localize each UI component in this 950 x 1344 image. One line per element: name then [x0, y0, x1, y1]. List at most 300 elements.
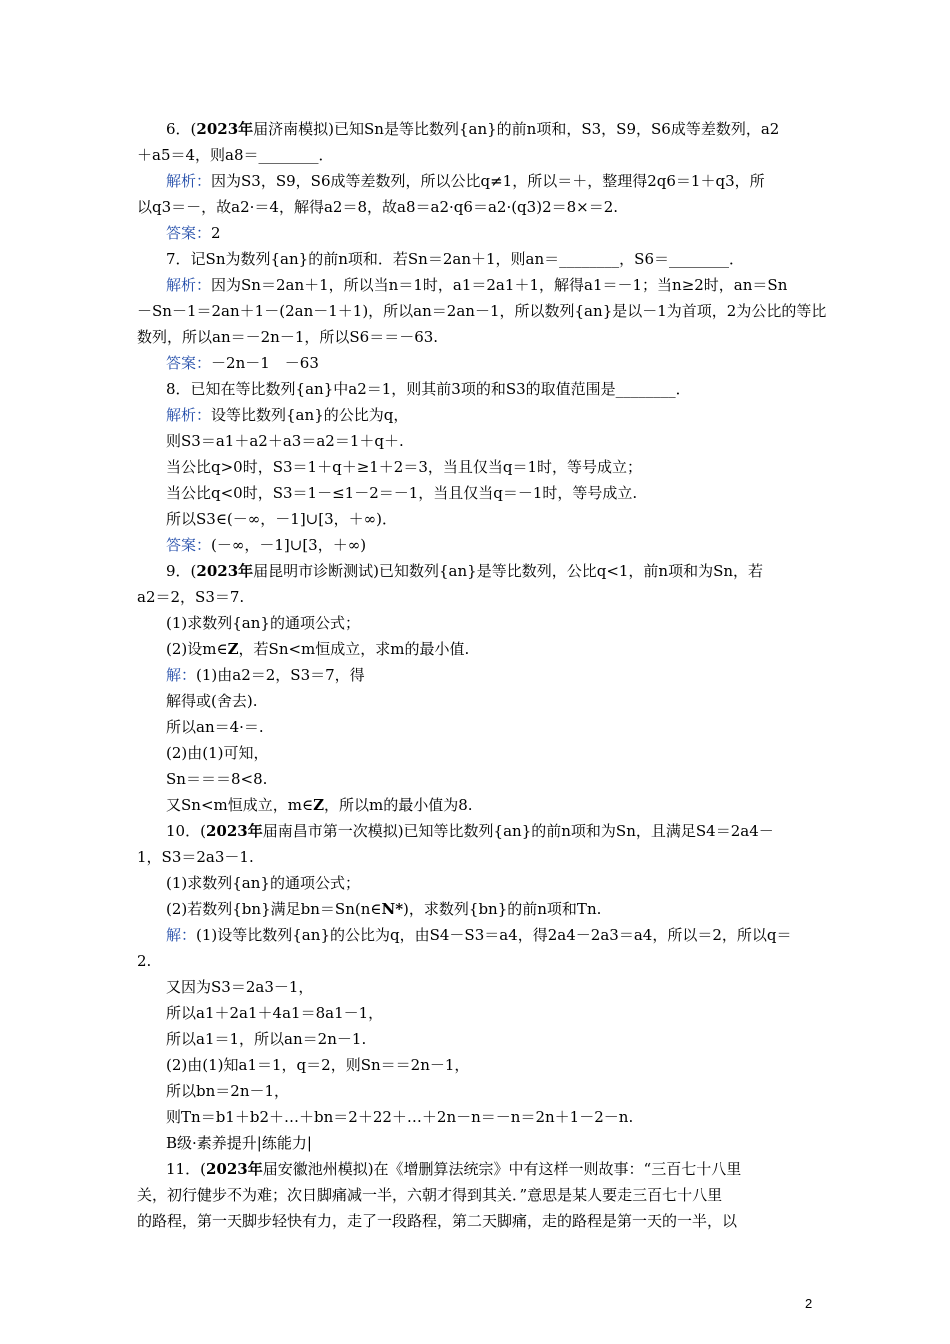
text-span: ＝8a	[300, 1004, 335, 1022]
text-line	[137, 324, 814, 350]
text-span: a	[137, 588, 146, 606]
text-span: n	[420, 1056, 430, 1074]
text-span: (2)设m∈	[166, 640, 228, 658]
text-line	[137, 454, 814, 480]
text-span: n	[239, 1082, 250, 1100]
text-span: n	[777, 276, 788, 294]
text-span: ＝1＋q	[675, 172, 726, 190]
text-span: n	[461, 250, 471, 268]
text-span: 4	[439, 926, 450, 944]
page-number: 2	[805, 1296, 813, 1311]
text-line	[137, 402, 814, 428]
text-span: 所以b	[166, 1082, 206, 1100]
text-span: 因为S	[211, 172, 252, 190]
text-span: 3	[300, 666, 311, 684]
text-span: n	[294, 276, 305, 294]
text-span: ＝2，S	[155, 588, 206, 606]
text-span: ＝2a	[431, 302, 466, 320]
answer-label: 解析：	[166, 172, 212, 190]
text-span: 则T	[166, 1108, 192, 1126]
text-span: ＝2a	[196, 302, 230, 320]
text-span: 3	[214, 848, 225, 866]
text-span: 3	[251, 172, 261, 190]
text-span: 3	[264, 978, 274, 996]
text-span: ＝1，则其前3项的和S	[366, 380, 517, 398]
text-span: ＋1)，所以a	[337, 302, 423, 320]
answer-label: 解：	[166, 666, 197, 684]
text-line	[137, 1182, 814, 1208]
text-span: n	[723, 562, 734, 580]
text-span: }满足b	[261, 900, 311, 918]
text-span: 5	[160, 146, 171, 164]
text-span: 以q	[137, 198, 162, 216]
text-span: 所以a	[166, 1030, 205, 1048]
text-span: n	[586, 900, 597, 918]
text-line	[137, 142, 814, 168]
text-span: ＝________．	[243, 146, 334, 164]
text-span: .	[596, 900, 602, 918]
text-span: <m恒成立，m∈	[200, 796, 314, 814]
text-span: 10．(	[166, 822, 206, 840]
text-span: ＋…＋2	[391, 1108, 447, 1126]
text-span: n	[278, 640, 289, 658]
text-line	[137, 194, 814, 220]
text-line	[137, 1052, 814, 1078]
text-span: 成等差数列，所以公比q≠1，所以＝＋，整理得2q	[330, 172, 667, 190]
text-span: 所以a	[166, 718, 205, 736]
text-span: －63	[269, 354, 319, 372]
text-line	[137, 272, 814, 298]
text-span: 2	[496, 198, 507, 216]
text-span: }的公比为q，由S	[320, 926, 440, 944]
text-span: N*	[381, 900, 404, 918]
answer-label: 答案：	[166, 354, 212, 372]
text-span: n	[418, 250, 428, 268]
text-line	[137, 428, 814, 454]
text-span: 3	[161, 198, 172, 216]
answer-label: 答案：	[166, 536, 212, 554]
text-span: 2	[542, 198, 552, 216]
text-span: ，若	[733, 562, 764, 580]
text-line	[137, 532, 814, 558]
text-span: n	[310, 900, 320, 918]
text-line	[137, 168, 814, 194]
text-span: 7．记S	[166, 250, 216, 268]
text-span: 3	[171, 848, 182, 866]
text-span: －2a	[575, 926, 610, 944]
text-line	[137, 1026, 814, 1052]
text-span: ，S	[636, 120, 662, 138]
text-line	[137, 948, 814, 974]
text-span: 9	[626, 120, 636, 138]
text-span: ＝＝－63.	[369, 328, 439, 346]
text-line	[137, 740, 814, 766]
text-span: ＝________．	[654, 250, 745, 268]
text-span: n	[488, 900, 498, 918]
text-span: －1，	[249, 1082, 290, 1100]
text-span: 1	[247, 1056, 257, 1074]
text-span: n	[250, 614, 261, 632]
text-span: 3	[474, 926, 485, 944]
text-span: ，所以S	[304, 328, 360, 346]
text-span: ·(q	[506, 198, 527, 216]
text-span: 3	[591, 120, 602, 138]
text-span: ＝a	[618, 926, 643, 944]
text-span: n	[250, 874, 261, 892]
text-span: n	[534, 250, 545, 268]
text-span: 2	[241, 666, 251, 684]
text-span: 1	[592, 276, 603, 294]
text-span: 6	[644, 250, 654, 268]
text-span: 2023年	[205, 1160, 263, 1178]
text-span: ＝1＋q＋≥1＋2＝3，当且仅当q＝1时，等号成立；	[292, 458, 643, 476]
text-line	[137, 584, 814, 610]
text-span: ＋1，则a	[471, 250, 535, 268]
text-span: 6．(	[166, 120, 197, 138]
text-span: 4	[749, 822, 759, 840]
text-span: n	[323, 1108, 334, 1126]
text-span: 4	[566, 926, 576, 944]
text-span: ＝a	[301, 432, 326, 450]
text-span: ∈(－∞，－1]∪[3，＋∞)．	[215, 510, 397, 528]
text-span: }的公比为q，	[314, 406, 409, 424]
text-line	[137, 922, 814, 948]
text-span: 3	[221, 978, 231, 996]
text-span: 又因为S	[166, 978, 222, 996]
text-span: (2)若数列{b	[166, 900, 252, 918]
text-span: n－1	[162, 302, 197, 320]
text-span: n	[251, 276, 261, 294]
text-span: 关，初行健步不为难；次日脚痛减一半，六朝才得到其关．”意思是某人要走三百七十八里	[137, 1186, 723, 1204]
text-span: 1	[224, 432, 235, 450]
text-line	[137, 818, 814, 844]
text-line	[137, 1000, 814, 1026]
text-line	[137, 1104, 814, 1130]
text-line	[137, 298, 827, 324]
text-span: n	[477, 120, 488, 138]
text-span: 数列，所以a	[137, 328, 221, 346]
text-span: n	[374, 120, 384, 138]
text-span: ＝2，S	[250, 666, 301, 684]
text-span: n＋1	[545, 1108, 580, 1126]
text-span: ，且满足S	[635, 822, 707, 840]
text-span: n	[204, 718, 215, 736]
text-span: (2)由(1)知a	[166, 1056, 248, 1074]
text-span: 1	[225, 1108, 235, 1126]
text-span: (1)求数列{a	[166, 874, 251, 892]
text-span: 因为S	[211, 276, 252, 294]
text-line	[137, 974, 814, 1000]
text-span: 3	[526, 198, 537, 216]
text-span: 届南昌市第一次模拟)已知等比数列{a	[262, 822, 513, 840]
text-span: 2	[145, 588, 156, 606]
text-span: (1)设等比数列{a	[196, 926, 311, 944]
text-span: 6	[666, 172, 676, 190]
text-line	[137, 1078, 814, 1104]
text-span: ＝4，则a	[170, 146, 234, 164]
text-span: n－1	[270, 328, 305, 346]
text-span: 成等差数列，a	[670, 120, 770, 138]
text-span: }是以－1为首项，2为公比的等比	[602, 302, 827, 320]
text-span: 2	[439, 198, 450, 216]
text-span: ·＝4，解得a	[249, 198, 333, 216]
text-span: n－1	[235, 354, 270, 372]
text-span: }的前n项和，S	[487, 120, 592, 138]
text-span: 3	[291, 432, 302, 450]
text-span: ，若S	[238, 640, 279, 658]
text-span: 3	[206, 510, 216, 528]
text-span: ＝8×＝2.	[551, 198, 619, 216]
text-span: ，所以＝2，所以q＝	[652, 926, 792, 944]
text-span: 3	[516, 380, 526, 398]
text-span: ·q	[449, 198, 464, 216]
text-span: 4	[642, 926, 653, 944]
text-span: ＋a	[137, 146, 161, 164]
text-span: ＝7，得	[310, 666, 365, 684]
text-span: ＝a	[484, 926, 509, 944]
text-span: ＝1，q＝2，则S	[257, 1056, 371, 1074]
text-span: 8	[405, 198, 416, 216]
text-span: 9	[286, 172, 296, 190]
text-span: 3	[283, 458, 293, 476]
text-span: n	[457, 562, 468, 580]
text-line	[137, 766, 814, 792]
text-span: 2	[259, 1108, 269, 1126]
text-line	[137, 714, 814, 740]
text-line	[137, 480, 814, 506]
text-span: n－1	[327, 1030, 362, 1048]
text-span: }的通项公式；	[260, 614, 360, 632]
text-span: ＝－2	[230, 328, 271, 346]
text-span: 的路程，第一天脚步轻快有力，走了一段路程，第二天脚痛，走的路程是第一天的一半，以	[137, 1212, 738, 1230]
text-span: n	[345, 900, 355, 918]
document-body	[137, 116, 827, 1234]
text-span: ＝1，所以a	[214, 1030, 293, 1048]
text-line	[137, 376, 814, 402]
text-span: 1	[204, 1030, 215, 1048]
text-span: ＋1，所以当n＝1时，a	[304, 276, 462, 294]
text-span: 是等比数列{a	[383, 120, 478, 138]
text-line	[137, 792, 814, 818]
text-span: ＝a	[200, 432, 225, 450]
text-span: －2－n.	[579, 1108, 634, 1126]
text-span: ＋…＋b	[269, 1108, 324, 1126]
text-span: 解得或(舍去).	[166, 692, 258, 710]
text-span: 6	[320, 172, 331, 190]
text-span: n	[446, 1108, 457, 1126]
text-span: n	[310, 926, 321, 944]
text-span: n－1	[303, 302, 338, 320]
text-span: 2	[332, 198, 343, 216]
text-line	[137, 506, 814, 532]
text-line	[137, 246, 814, 272]
text-line	[137, 870, 814, 896]
text-line	[137, 896, 814, 922]
text-span: ＝2	[302, 1030, 328, 1048]
text-span: 11．(	[166, 1160, 206, 1178]
text-span: 9．(	[166, 562, 197, 580]
text-span: ＝－，故a	[171, 198, 241, 216]
text-span: ＝7.	[214, 588, 245, 606]
text-span: －1.	[224, 848, 254, 866]
text-span: 2	[357, 380, 367, 398]
text-span: 届昆明市诊断测试)已知数列{a	[253, 562, 458, 580]
text-span: ＝2a	[230, 978, 265, 996]
text-span: ＝4·＝.	[214, 718, 264, 736]
text-span: n	[220, 328, 231, 346]
text-span: 又S	[166, 796, 192, 814]
text-span: (1)由a	[196, 666, 242, 684]
text-span: 4	[706, 822, 716, 840]
text-line	[137, 1130, 814, 1156]
text-line	[137, 844, 814, 870]
text-span: ＝2a	[471, 276, 505, 294]
answer-label: 解：	[166, 926, 197, 944]
text-span: ＋4a	[257, 1004, 292, 1022]
text-span: n	[370, 1056, 381, 1074]
text-span: 1	[248, 1004, 258, 1022]
text-span: －1，	[429, 1056, 470, 1074]
text-line	[137, 220, 814, 246]
text-span: }是等比数列，公比q<1，前n项和为S	[467, 562, 724, 580]
text-span: ＝2＋2	[333, 1108, 383, 1126]
text-span: 2	[382, 1108, 392, 1126]
text-span: n	[512, 822, 522, 840]
text-span: (2)由(1)可知，	[166, 744, 269, 762]
text-span: ＝－1；当n≥2时，a	[602, 276, 743, 294]
text-span: ＝2a	[181, 848, 215, 866]
text-span: 2	[211, 224, 221, 242]
text-span: 8．已知在等比数列{a	[166, 380, 315, 398]
text-span: n	[176, 770, 186, 788]
text-span: －1，	[273, 978, 314, 996]
text-span: 2	[769, 120, 780, 138]
text-span: n	[742, 276, 753, 294]
text-span: 6	[463, 198, 473, 216]
text-span: ＝1＋q＋.	[334, 432, 404, 450]
text-span: 届济南模拟)已知S	[253, 120, 375, 138]
text-line	[137, 116, 814, 142]
answer-label: 答案：	[166, 224, 212, 242]
text-span: n	[593, 302, 603, 320]
text-span: ＝b	[200, 1108, 226, 1126]
text-span: n	[191, 1108, 201, 1126]
text-span: )，求数列{b	[403, 900, 489, 918]
text-span: ，得2a	[517, 926, 567, 944]
text-line	[137, 688, 814, 714]
text-span: －2	[211, 354, 236, 372]
text-span: S	[166, 770, 177, 788]
text-span: n	[191, 796, 201, 814]
text-span: ，S	[295, 172, 321, 190]
text-span: .	[361, 1030, 367, 1048]
text-span: }的前n项和．若S	[298, 250, 419, 268]
text-span: <m恒成立，求m的最小值.	[288, 640, 470, 658]
text-line	[137, 1156, 814, 1182]
text-span: 设等比数列{a	[211, 406, 305, 424]
text-span: 为数列{a	[225, 250, 289, 268]
text-line	[137, 636, 814, 662]
text-span: ，S	[260, 172, 287, 190]
text-span: ＝＝2	[380, 1056, 421, 1074]
text-span: n	[215, 250, 226, 268]
text-span: 所以a	[166, 1004, 205, 1022]
text-span: 2	[240, 198, 250, 216]
text-span: 6	[661, 120, 671, 138]
text-span: ＝S	[752, 276, 778, 294]
text-span: n	[289, 250, 299, 268]
text-span: ＝a	[472, 198, 497, 216]
text-span: ＝2	[215, 1082, 240, 1100]
text-span: 所以S	[166, 510, 207, 528]
text-span: (n∈	[354, 900, 382, 918]
text-span: －	[758, 822, 774, 840]
text-span: B级·素养提升|练能力|	[166, 1134, 312, 1152]
text-span: ＝S	[319, 900, 346, 918]
text-span: }的前n项和T	[497, 900, 587, 918]
text-line	[137, 610, 814, 636]
text-span: ，所	[734, 172, 765, 190]
text-span: －S	[449, 926, 475, 944]
text-span: }的通项公式；	[260, 874, 360, 892]
text-span: ＋1－(2a	[239, 302, 304, 320]
text-span: 3	[725, 172, 735, 190]
text-span: 1	[504, 276, 515, 294]
text-span: ＝8，故a	[342, 198, 406, 216]
text-span: ＝＝＝8<8.	[185, 770, 268, 788]
text-span: 2	[258, 432, 268, 450]
text-span: n－1	[465, 302, 500, 320]
text-span: (－∞，－1]∪[3，＋∞)	[211, 536, 367, 554]
text-span: ＋b	[234, 1108, 260, 1126]
text-span: 3	[205, 588, 215, 606]
text-line	[137, 662, 814, 688]
text-span: 4	[508, 926, 518, 944]
text-span: }中a	[323, 380, 358, 398]
text-span: ＝________，S	[544, 250, 645, 268]
text-span: ＋a	[234, 432, 259, 450]
text-span: ＋a	[267, 432, 292, 450]
text-span: )	[536, 198, 543, 216]
text-span: ＝2a	[427, 250, 462, 268]
text-span: －S	[137, 302, 163, 320]
text-span: n	[314, 380, 324, 398]
text-span: 1	[204, 1004, 215, 1022]
text-span: n	[251, 900, 262, 918]
text-span: 1	[291, 1004, 301, 1022]
text-span: 8	[234, 146, 244, 164]
text-span: (1)求数列{a	[166, 614, 251, 632]
text-span: ＝1－≤1－2＝－1，当且仅当q＝－1时，等号成立.	[292, 484, 638, 502]
text-span: －1，	[343, 1004, 384, 1022]
text-span: 当公比q<0时，S	[166, 484, 283, 502]
text-span: 2023年	[205, 822, 263, 840]
text-span: 1	[461, 276, 472, 294]
text-span: ＋1，解得a	[514, 276, 593, 294]
answer-label: 解析：	[166, 276, 212, 294]
text-span: n	[230, 302, 240, 320]
text-span: 2.	[137, 952, 152, 970]
text-span: n	[422, 302, 432, 320]
text-span: n	[304, 406, 315, 424]
text-span: }的前n项和为S	[521, 822, 627, 840]
text-span: 3	[283, 484, 293, 502]
text-span: 2	[325, 432, 335, 450]
text-line	[137, 350, 814, 376]
text-span: 2023年	[196, 120, 254, 138]
text-span: ，S	[601, 120, 627, 138]
text-span: 6	[359, 328, 370, 346]
